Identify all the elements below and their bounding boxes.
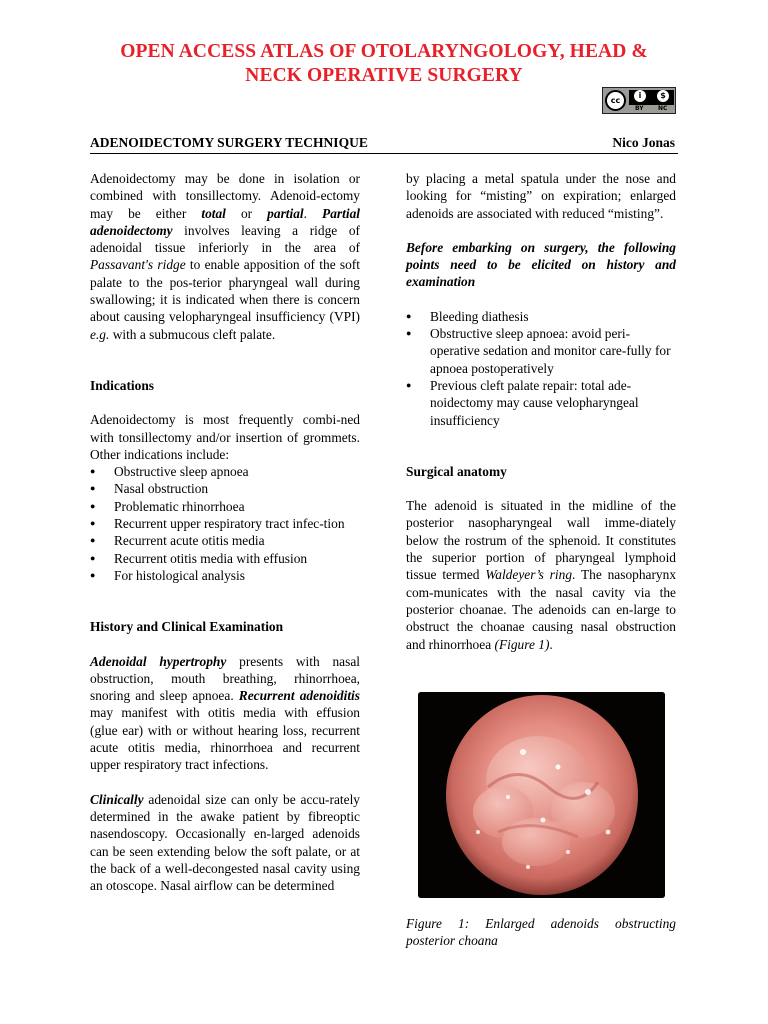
- list-item: ● Recurrent acute otitis media: [90, 532, 360, 549]
- title-line-2: NECK OPERATIVE SURGERY: [245, 65, 523, 86]
- attribution-icon: i: [634, 90, 646, 102]
- list-item: ● Obstructive sleep apnoea: avoid peri-operative sedation and monitor care-fully for apnoea postoperatively: [406, 325, 676, 377]
- section-title: ADENOIDECTOMY SURGERY TECHNIQUE: [90, 135, 368, 150]
- history-heading: History and Clinical Examination: [90, 619, 284, 635]
- cc-label-by: BY: [635, 105, 644, 112]
- non-commercial-icon: $: [657, 90, 669, 102]
- left-column: [90, 170, 360, 894]
- before-surgery-heading: Before embarking on surgery, the following points need to be elicited on history and examination: [406, 239, 676, 290]
- title-line-1: OPEN ACCESS ATLAS OF OTOLARYNGOLOGY, HEAD &: [120, 41, 648, 62]
- list-item: ● For histological analysis: [90, 567, 360, 584]
- page-title: [60, 40, 708, 88]
- list-item: ● Bleeding diathesis: [406, 308, 676, 325]
- indications-intro: Adenoidectomy is most frequently combi-ned with tonsillectomy and/or insertion of grommets. Other indications include:: [90, 412, 360, 462]
- adenoid-endoscopy-image: [418, 692, 665, 898]
- intro-paragraph: Adenoidectomy may be done in isolation or combined with tonsillectomy. Adenoid-ectomy may be either total or partial. Partial adenoidectomy involves leaving a ridge of adenoidal tissue inferiorly in the area of Passavant's ridge to enable apposition of the soft palate to the pos-terior pharyngeal wall during swallowing; it is indicated when there is concern about causing velopharyngeal insufficiency (VPI) e.g. with a submucous cleft palate.: [90, 171, 360, 342]
- figure-caption: Figure 1: Enlarged adenoids obstructing posterior choana: [406, 916, 676, 949]
- anatomy-paragraph: The adenoid is situated in the midline of the posterior nasopharyngeal wall imme-diately below the rostrum of the sphenoid. It constitutes the superior portion of pharyngeal lymphoid tissue termed Waldeyer’s ring. The nasopharynx com-municates with the nasal cavity via the posterior choanae. The adenoids can en-large to obstruct the choanae causing nasal obstruction and rhinorrhoea (Figure 1).: [406, 498, 677, 652]
- list-item: ● Previous cleft palate repair: total ade-noidectomy may cause velopharyngeal insufficiency: [406, 377, 676, 429]
- preop-points-list: [406, 308, 676, 429]
- author-name: Nico Jonas: [612, 135, 675, 150]
- anatomy-heading: Surgical anatomy: [406, 463, 507, 479]
- indications-list: [90, 463, 360, 584]
- cc-label-nc: NC: [658, 105, 668, 112]
- creative-commons-license-icon: [602, 87, 676, 114]
- list-item: ● Recurrent upper respiratory tract infec-tion: [90, 515, 360, 532]
- continuation-paragraph: by placing a metal spatula under the nose and looking for “misting” on expiration; enlarged adenoids are associated with reduced “misting”.: [406, 171, 676, 221]
- history-paragraph-1: Adenoidal hypertrophy presents with nasal obstruction, mouth breathing, rhinorrhoea, snoring and sleep apnoea. Recurrent adenoiditis may manifest with otitis media with effusion (glue ear) with or without hearing loss, recurrent acute otitis media, rhinorrhoea and recurrent upper respiratory tract infections.: [90, 653, 360, 773]
- endoscopic-view: [418, 692, 665, 898]
- header-divider: [90, 153, 678, 154]
- list-item: ● Recurrent otitis media with effusion: [90, 550, 360, 567]
- cc-mark: cc: [605, 90, 626, 111]
- list-item: ● Nasal obstruction: [90, 480, 360, 497]
- indications-heading: Indications: [90, 377, 154, 393]
- list-item: ● Problematic rhinorrhoea: [90, 498, 360, 515]
- right-column: [406, 170, 676, 653]
- history-paragraph-2: Clinically adenoidal size can only be accu-rately determined in the awake patient by fibreoptic nasendoscopy. Occasionally en-larged adenoids can be seen extending below the soft palate, or at the back of a well-decongested nasal cavity using an otoscope. Nasal airflow can be determined: [90, 791, 360, 894]
- list-item: ● Obstructive sleep apnoea: [90, 463, 360, 480]
